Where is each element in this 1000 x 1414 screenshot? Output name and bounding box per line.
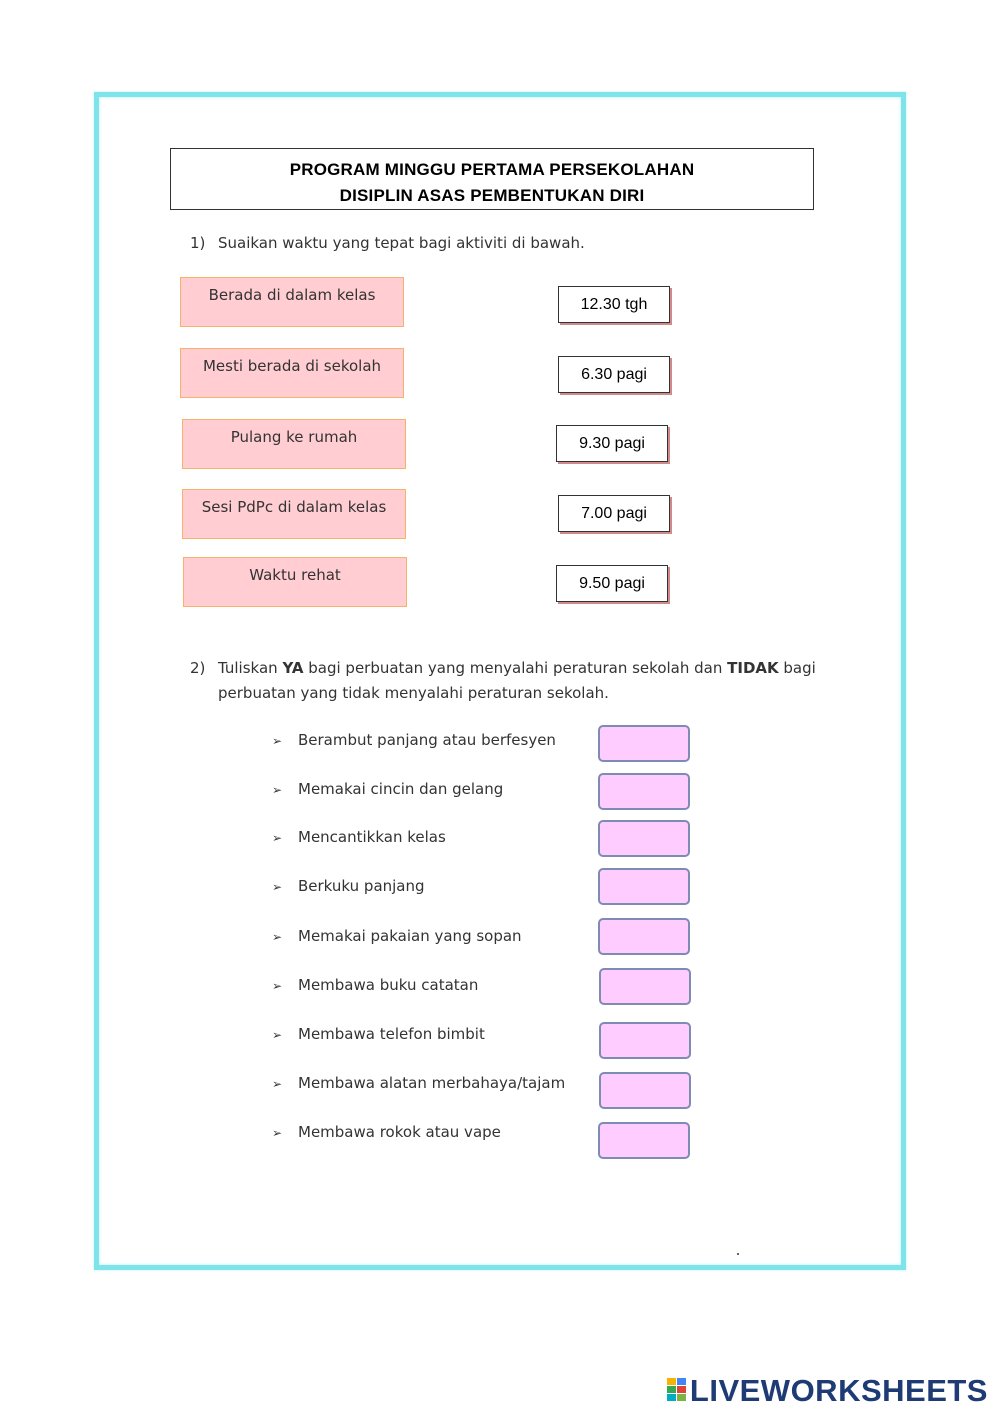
time-box[interactable]: 9.30 pagi: [556, 425, 668, 462]
question-2: [190, 656, 850, 706]
activity-box[interactable]: Mesti berada di sekolah: [180, 348, 404, 398]
list-item: [272, 927, 522, 945]
title-line-1: PROGRAM MINGGU PERTAMA PERSEKOLAHAN: [289, 160, 695, 179]
list-item-text: Membawa buku catatan: [298, 976, 479, 994]
arrow-bullet-icon: ➢: [272, 783, 283, 797]
list-item-text: Memakai pakaian yang sopan: [298, 927, 522, 945]
arrow-bullet-icon: ➢: [272, 979, 283, 993]
question-2-number: 2): [190, 659, 206, 677]
arrow-bullet-icon: ➢: [272, 1077, 283, 1091]
list-item-text: Mencantikkan kelas: [298, 828, 446, 846]
question-1: [190, 234, 585, 252]
ya-keyword: YA: [282, 659, 304, 677]
list-item-text: Memakai cincin dan gelang: [298, 780, 504, 798]
arrow-bullet-icon: ➢: [272, 1126, 283, 1140]
list-item: [272, 731, 556, 749]
answer-box[interactable]: [598, 820, 690, 857]
question-2-text-mid: bagi perbuatan yang menyalahi peraturan sekolah dan: [303, 659, 728, 677]
arrow-bullet-icon: ➢: [272, 831, 283, 845]
list-item: [272, 1025, 485, 1043]
stray-dot: [737, 1253, 739, 1255]
time-box[interactable]: 7.00 pagi: [558, 495, 670, 532]
tidak-keyword: TIDAK: [727, 659, 779, 677]
answer-box[interactable]: [598, 773, 690, 810]
list-item-text: Membawa rokok atau vape: [298, 1123, 501, 1141]
list-item: [272, 1123, 501, 1141]
activity-box[interactable]: Berada di dalam kelas: [180, 277, 404, 327]
brand-text: LIVEWORKSHEETS: [689, 1373, 988, 1408]
arrow-bullet-icon: ➢: [272, 1028, 283, 1042]
list-item-text: Membawa alatan merbahaya/tajam: [298, 1074, 566, 1092]
worksheet-title: [170, 148, 814, 210]
list-item-text: Berambut panjang atau berfesyen: [298, 731, 556, 749]
time-box[interactable]: 6.30 pagi: [558, 356, 670, 393]
question-2-line-2: perbuatan yang tidak menyalahi peraturan sekolah.: [218, 684, 609, 702]
activity-box[interactable]: Pulang ke rumah: [182, 419, 406, 469]
list-item-text: Membawa telefon bimbit: [298, 1025, 485, 1043]
question-2-text-pre: Tuliskan: [218, 659, 283, 677]
list-item: [272, 828, 446, 846]
answer-box[interactable]: [598, 868, 690, 905]
activity-box[interactable]: Sesi PdPc di dalam kelas: [182, 489, 406, 539]
liveworksheets-logo-icon: [666, 1376, 688, 1404]
time-box[interactable]: 12.30 tgh: [558, 286, 670, 323]
liveworksheets-brand[interactable]: [666, 1373, 988, 1409]
arrow-bullet-icon: ➢: [272, 930, 283, 944]
list-item: [272, 1074, 565, 1092]
answer-box[interactable]: [599, 1022, 691, 1059]
title-line-2: DISIPLIN ASAS PEMBENTUKAN DIRI: [339, 186, 645, 205]
time-box[interactable]: 9.50 pagi: [556, 565, 668, 602]
list-item: [272, 877, 425, 895]
list-item: [272, 780, 503, 798]
question-2-text-post: bagi: [778, 659, 816, 677]
list-item: [272, 976, 478, 994]
activity-box[interactable]: Waktu rehat: [183, 557, 407, 607]
arrow-bullet-icon: ➢: [272, 880, 283, 894]
answer-box[interactable]: [599, 1072, 691, 1109]
arrow-bullet-icon: ➢: [272, 734, 283, 748]
list-item-text: Berkuku panjang: [298, 877, 425, 895]
answer-box[interactable]: [599, 968, 691, 1005]
answer-box[interactable]: [598, 1122, 690, 1159]
question-2-line-1: [190, 656, 850, 681]
question-1-text: Suaikan waktu yang tepat bagi aktiviti di bawah.: [218, 234, 585, 252]
answer-box[interactable]: [598, 918, 690, 955]
question-1-number: 1): [190, 234, 206, 252]
answer-box[interactable]: [598, 725, 690, 762]
